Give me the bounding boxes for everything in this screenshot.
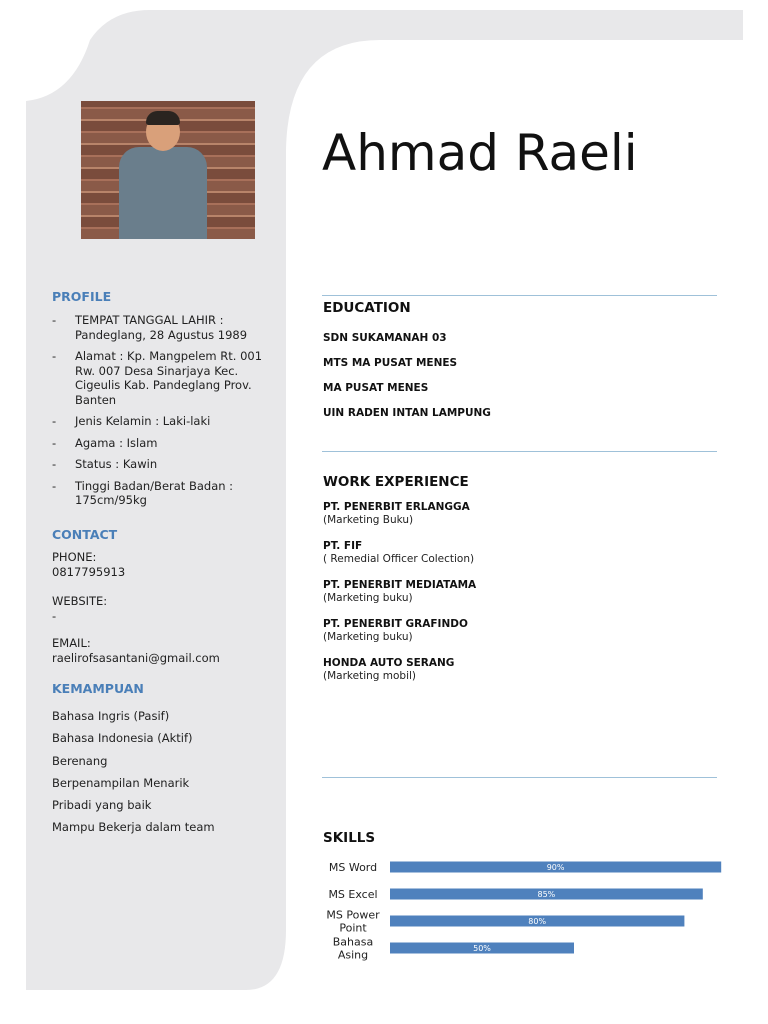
skill-category-label: MS Power Point	[326, 908, 380, 935]
skill-value-label: 50%	[473, 944, 491, 953]
kemampuan-item: Bahasa Ingris (Pasif)	[52, 709, 170, 723]
phone-block	[52, 550, 267, 580]
contact-heading: CONTACT	[52, 527, 118, 542]
work-company: PT. PENERBIT GRAFINDO	[323, 618, 468, 630]
profile-list	[52, 313, 267, 515]
education-item: SDN SUKAMANAH 03	[323, 332, 447, 344]
profile-item: - Status : Kawin	[52, 457, 158, 471]
phone-label: PHONE:	[52, 550, 97, 564]
skill-category-label: Bahasa Asing	[332, 935, 374, 962]
work-item	[323, 617, 476, 644]
profile-item: - Alamat : Kp. Mangpelem Rt. 001 Rw. 007 Desa Sinarjaya Kec. Cigeulis Kab. Pandeglang Prov. Banten	[52, 349, 263, 407]
website-block	[52, 594, 267, 624]
kemampuan-item: Mampu Bekerja dalam team	[52, 820, 215, 835]
resume-name: Ahmad Raeli	[322, 124, 638, 182]
work-company: PT. PENERBIT ERLANGGA	[323, 501, 470, 513]
profile-photo	[81, 101, 255, 239]
skills-chart	[318, 856, 728, 976]
education-item: UIN RADEN INTAN LAMPUNG	[323, 407, 491, 419]
divider	[322, 777, 717, 778]
work-role: (Marketing buku)	[323, 631, 413, 643]
work-role: (Marketing buku)	[323, 592, 413, 604]
website-label: WEBSITE:	[52, 594, 108, 608]
skill-category-label: MS Word	[328, 861, 378, 874]
work-role: ( Remedial Officer Colection)	[323, 553, 475, 565]
work-item	[323, 578, 476, 605]
work-role: (Marketing mobil)	[323, 670, 417, 682]
website-value: -	[52, 609, 57, 623]
work-item	[323, 500, 476, 527]
work-title: WORK EXPERIENCE	[323, 474, 469, 490]
skill-value-label: 80%	[528, 917, 547, 926]
email-label: EMAIL:	[52, 636, 91, 650]
profile-item: - Agama : Islam	[52, 435, 158, 450]
kemampuan-item: Berenang	[52, 753, 108, 768]
education-list	[323, 326, 491, 426]
email-block	[52, 636, 267, 666]
kemampuan-item: Berpenampilan Menarik	[52, 775, 190, 790]
profile-item: - Tinggi Badan/Berat Badan : 175cm/95kg	[52, 478, 234, 507]
kemampuan-heading: KEMAMPUAN	[52, 681, 144, 696]
skills-title: SKILLS	[323, 830, 376, 846]
work-company: PT. PENERBIT MEDIATAMA	[323, 579, 477, 591]
kemampuan-list	[52, 705, 267, 839]
email-value: raelirofsasantani@gmail.com	[52, 651, 220, 665]
divider	[322, 295, 717, 296]
skill-value-label: 85%	[537, 890, 556, 899]
profile-item: - Jenis Kelamin : Laki-laki	[52, 414, 211, 428]
work-item	[323, 656, 476, 683]
work-item	[323, 539, 476, 566]
profile-item: - TEMPAT TANGGAL LAHIR : Pandeglang, 28 Agustus 1989	[52, 313, 248, 342]
skill-value-label: 90%	[546, 863, 565, 872]
education-item: MTS MA PUSAT MENES	[323, 357, 458, 369]
work-role: (Marketing Buku)	[323, 514, 414, 526]
education-item: MA PUSAT MENES	[323, 382, 429, 394]
work-company: PT. FIF	[323, 540, 363, 552]
kemampuan-item: Pribadi yang baik	[52, 798, 152, 813]
work-list	[323, 500, 476, 695]
education-title: EDUCATION	[323, 300, 411, 316]
kemampuan-item: Bahasa Indonesia (Aktif)	[52, 731, 193, 746]
phone-value: 0817795913	[52, 565, 126, 579]
work-company: HONDA AUTO SERANG	[323, 657, 455, 669]
skill-category-label: MS Excel	[328, 888, 378, 901]
profile-heading: PROFILE	[52, 289, 112, 304]
divider	[322, 451, 717, 452]
